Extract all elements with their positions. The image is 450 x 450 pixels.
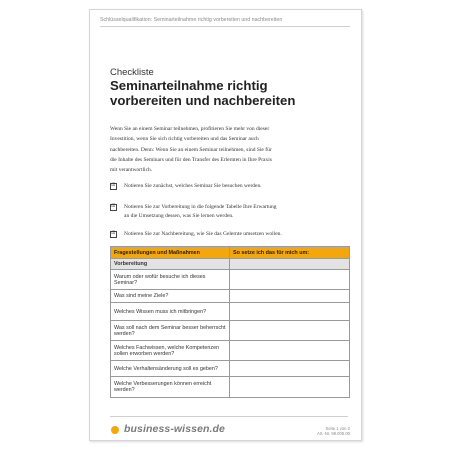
checkbox-icon: ☑ [111, 231, 116, 236]
question-cell [111, 377, 230, 398]
question-line: sollen erworben werden? [114, 350, 175, 357]
question-line: Welche Verhaltensänderung soll es geben? [114, 365, 218, 372]
column-header-questions: Fragestellungen und Maßnahmen [111, 247, 230, 259]
document-title [110, 78, 350, 108]
intro-line: nachbereiten. Denn: Wenn Sie an einem Seminar teilnehmen, sind Sie für [110, 146, 272, 153]
intro-line: mit verantwortlich. [110, 167, 153, 174]
table-row [111, 303, 350, 321]
title-line: Seminarteilnahme richtig [110, 78, 268, 93]
table-row [111, 321, 350, 341]
column-header-implementation: So setze ich das für mich um: [230, 247, 350, 259]
header-divider [100, 26, 350, 27]
document-type: Checkliste [110, 67, 154, 78]
page-number: Seite 1 von 2 [325, 426, 350, 431]
question-line: werden? [114, 387, 135, 393]
answer-cell[interactable] [230, 341, 350, 361]
question-cell [111, 303, 230, 321]
brand-logo: business-wissen.de [124, 423, 226, 435]
questions-table [110, 246, 350, 398]
section-blank-cell [230, 259, 350, 270]
page-info [317, 426, 350, 436]
checkbox-icon: ☑ [111, 204, 116, 209]
logo-dot-icon [111, 426, 119, 434]
checklist-text-line: an die Umsetzung dessen, was Sie lernen werden. [124, 213, 234, 219]
question-line: Warum oder wofür besuche ich dieses [114, 273, 206, 280]
answer-cell[interactable] [230, 321, 350, 341]
table-row [111, 361, 350, 377]
intro-line: die Inhalte des Seminars und für den Transfer des Erlernten in Ihre Praxis [110, 156, 272, 163]
answer-cell[interactable] [230, 270, 350, 290]
footer-divider [110, 416, 348, 417]
article-number: Art.-Nr. 99.005.00 [316, 431, 350, 436]
table-row [111, 341, 350, 361]
answer-cell[interactable] [230, 377, 350, 398]
question-line: Welche Verbesserungen können erreicht [114, 381, 212, 387]
title-line: vorbereiten und nachbereiten [110, 93, 296, 108]
question-line: Welches Fachwissen, welche Kompetenzen [114, 344, 220, 351]
question-line: werden? [114, 330, 135, 337]
question-cell [111, 341, 230, 361]
answer-cell[interactable] [230, 303, 350, 321]
answer-cell[interactable] [230, 361, 350, 377]
question-cell [111, 270, 230, 290]
question-line: Was sind meine Ziele? [114, 293, 169, 299]
checklist-text-line: Notieren Sie zur Vorbereitung in die folgende Tabelle Ihre Erwartung [124, 204, 277, 210]
question-line: Was soll nach dem Seminar besser beherrscht [114, 324, 226, 331]
table-header-row [111, 247, 350, 259]
checklist-text: Notieren Sie zur Nachbereitung, wie Sie das Gelernte umsetzen wollen. [124, 231, 282, 237]
checklist-text [124, 203, 344, 221]
table-row [111, 270, 350, 290]
section-row [111, 259, 350, 270]
intro-line: Wenn Sie an einem Seminar teilnehmen, profitieren Sie mehr von dieser [110, 126, 270, 132]
checklist-text: Notieren Sie zunächst, welches Seminar Sie besuchen werden. [124, 183, 262, 189]
question-line: Welches Wissen muss ich mitbringen? [114, 308, 207, 315]
intro-paragraph [110, 124, 345, 175]
question-cell [111, 321, 230, 341]
section-label: Vorbereitung [111, 259, 230, 270]
table-row [111, 377, 350, 398]
question-cell [111, 290, 230, 303]
answer-cell[interactable] [230, 290, 350, 303]
question-line: Seminar? [114, 279, 138, 286]
document-page [89, 9, 362, 441]
table-row [111, 290, 350, 303]
intro-line: Investition, wenn Sie sich richtig vorbereiten und das Seminar auch [110, 136, 259, 143]
question-cell [111, 361, 230, 377]
running-header: Schlüsselqualifikation: Seminarteilnahme richtig vorbereiten und nachbereiten [100, 17, 283, 23]
checkbox-icon: ☑ [111, 183, 116, 188]
